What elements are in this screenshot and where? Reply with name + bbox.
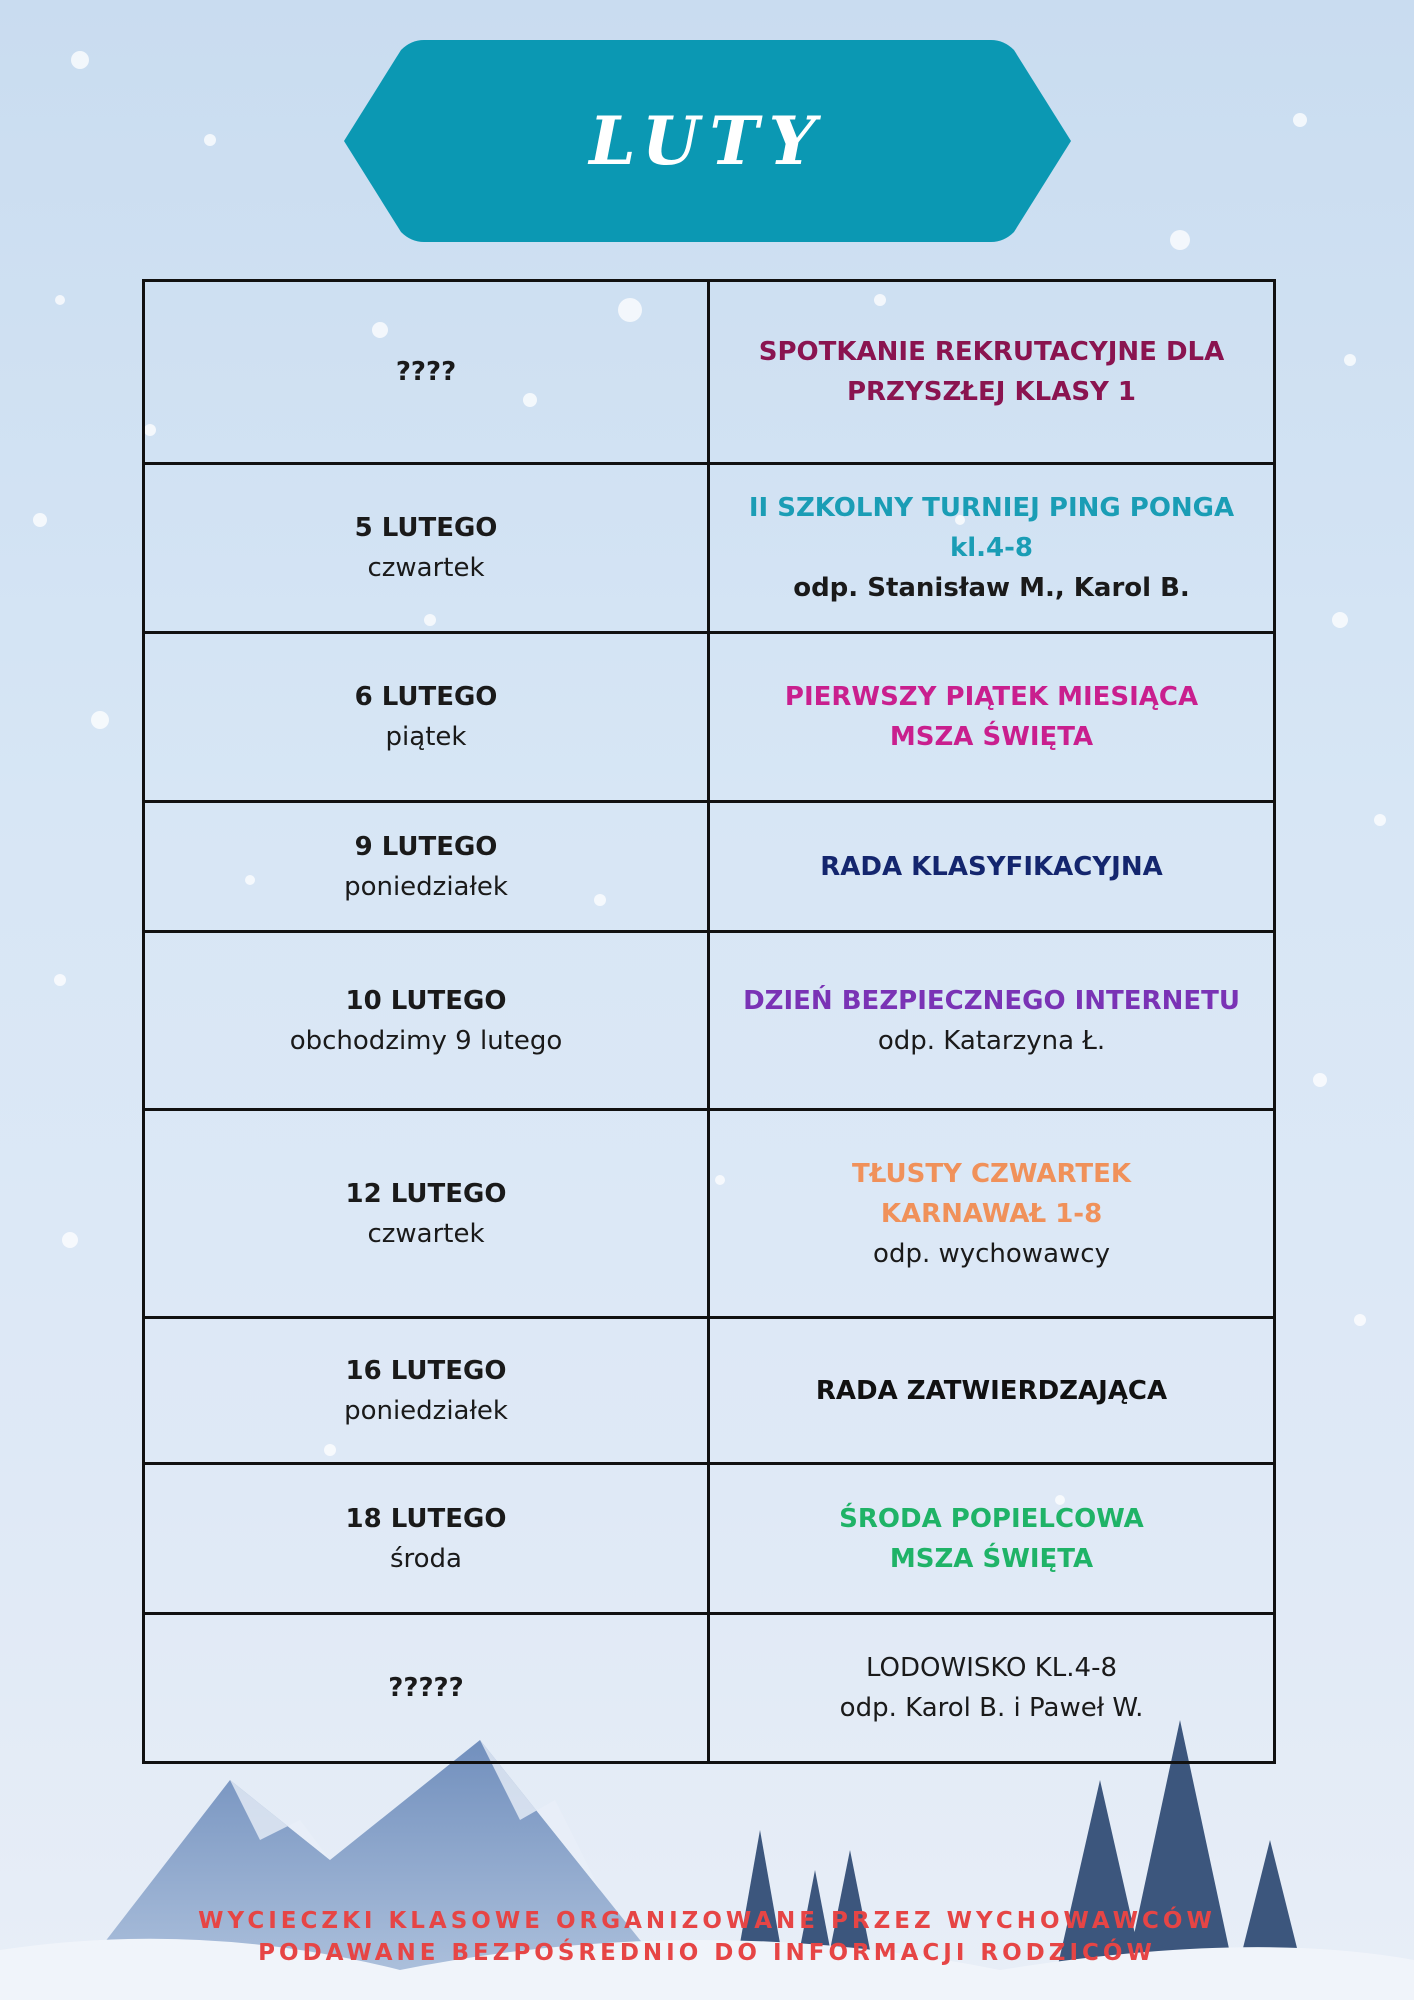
- event-cell: [709, 1614, 1275, 1763]
- event-title: ŚRODA POPIELCOWA: [839, 1503, 1144, 1534]
- event-title: RADA KLASYFIKACYJNA: [820, 851, 1163, 882]
- event-weekday: czwartek: [367, 1218, 485, 1249]
- table-row: [144, 932, 1275, 1110]
- table-row: [144, 802, 1275, 932]
- date-cell: [144, 281, 709, 464]
- event-title: KARNAWAŁ 1-8: [880, 1198, 1103, 1229]
- event-title: DZIEŃ BEZPIECZNEGO INTERNETU: [743, 985, 1240, 1016]
- event-date: ????: [395, 357, 457, 387]
- event-weekday: czwartek: [367, 553, 485, 583]
- event-cell: [709, 1464, 1275, 1614]
- table-row: [144, 1464, 1275, 1614]
- event-weekday: piątek: [385, 722, 467, 752]
- event-date: 6 LUTEGO: [354, 682, 498, 712]
- table-row: [144, 464, 1275, 633]
- event-title: II SZKOLNY TURNIEJ PING PONGA: [748, 493, 1235, 523]
- event-title: LODOWISKO KL.4-8: [865, 1653, 1117, 1683]
- table-row: [144, 1614, 1275, 1763]
- page-title: LUTY: [589, 102, 826, 180]
- event-title: MSZA ŚWIĘTA: [889, 1543, 1094, 1574]
- date-cell: [144, 464, 709, 633]
- title-banner: [344, 40, 1071, 242]
- event-cell: [709, 1110, 1275, 1318]
- event-date: 18 LUTEGO: [345, 1503, 507, 1534]
- event-responsible: odp. wychowawcy: [873, 1238, 1110, 1269]
- event-cell: [709, 464, 1275, 633]
- event-title: PIERWSZY PIĄTEK MIESIĄCA: [784, 682, 1199, 712]
- event-weekday: obchodzimy 9 lutego: [289, 1025, 563, 1056]
- event-date: 5 LUTEGO: [354, 513, 498, 543]
- table-row: [144, 1110, 1275, 1318]
- event-responsible: odp. Katarzyna Ł.: [877, 1025, 1106, 1056]
- event-weekday: poniedziałek: [344, 1395, 508, 1426]
- footer-note: [0, 1905, 1414, 1969]
- event-cell: [709, 802, 1275, 932]
- event-cell: [709, 1318, 1275, 1464]
- event-weekday: poniedziałek: [344, 871, 508, 902]
- date-cell: [144, 1318, 709, 1464]
- event-weekday: środa: [389, 1543, 462, 1574]
- event-responsible: odp. Karol B. i Paweł W.: [839, 1693, 1144, 1723]
- events-table: [142, 279, 1276, 1764]
- event-title: RADA ZATWIERDZAJĄCA: [815, 1375, 1168, 1406]
- event-title: PRZYSZŁEJ KLASY 1: [846, 377, 1137, 407]
- event-title: SPOTKANIE REKRUTACYJNE DLA: [758, 337, 1225, 367]
- event-date: 16 LUTEGO: [345, 1355, 507, 1386]
- event-date: ?????: [388, 1673, 464, 1703]
- date-cell: [144, 633, 709, 802]
- footer-line-2: PODAWANE BEZPOŚREDNIO DO INFORMACJI RODZICÓW: [258, 1940, 1156, 1966]
- date-cell: [144, 1110, 709, 1318]
- event-date: 9 LUTEGO: [354, 831, 498, 862]
- footer-line-1: WYCIECZKI KLASOWE ORGANIZOWANE PRZEZ WYCHOWAWCÓW: [198, 1908, 1216, 1934]
- event-date: 10 LUTEGO: [345, 985, 507, 1016]
- event-title: TŁUSTY CZWARTEK: [851, 1158, 1132, 1189]
- event-cell: [709, 633, 1275, 802]
- event-title: kl.4-8: [949, 533, 1034, 563]
- event-title: MSZA ŚWIĘTA: [889, 722, 1094, 752]
- date-cell: [144, 802, 709, 932]
- event-date: 12 LUTEGO: [345, 1178, 507, 1209]
- table-row: [144, 633, 1275, 802]
- event-cell: [709, 281, 1275, 464]
- date-cell: [144, 932, 709, 1110]
- event-responsible: odp. Stanisław M., Karol B.: [793, 573, 1190, 603]
- date-cell: [144, 1614, 709, 1763]
- event-cell: [709, 932, 1275, 1110]
- table-row: [144, 1318, 1275, 1464]
- table-row: [144, 281, 1275, 464]
- date-cell: [144, 1464, 709, 1614]
